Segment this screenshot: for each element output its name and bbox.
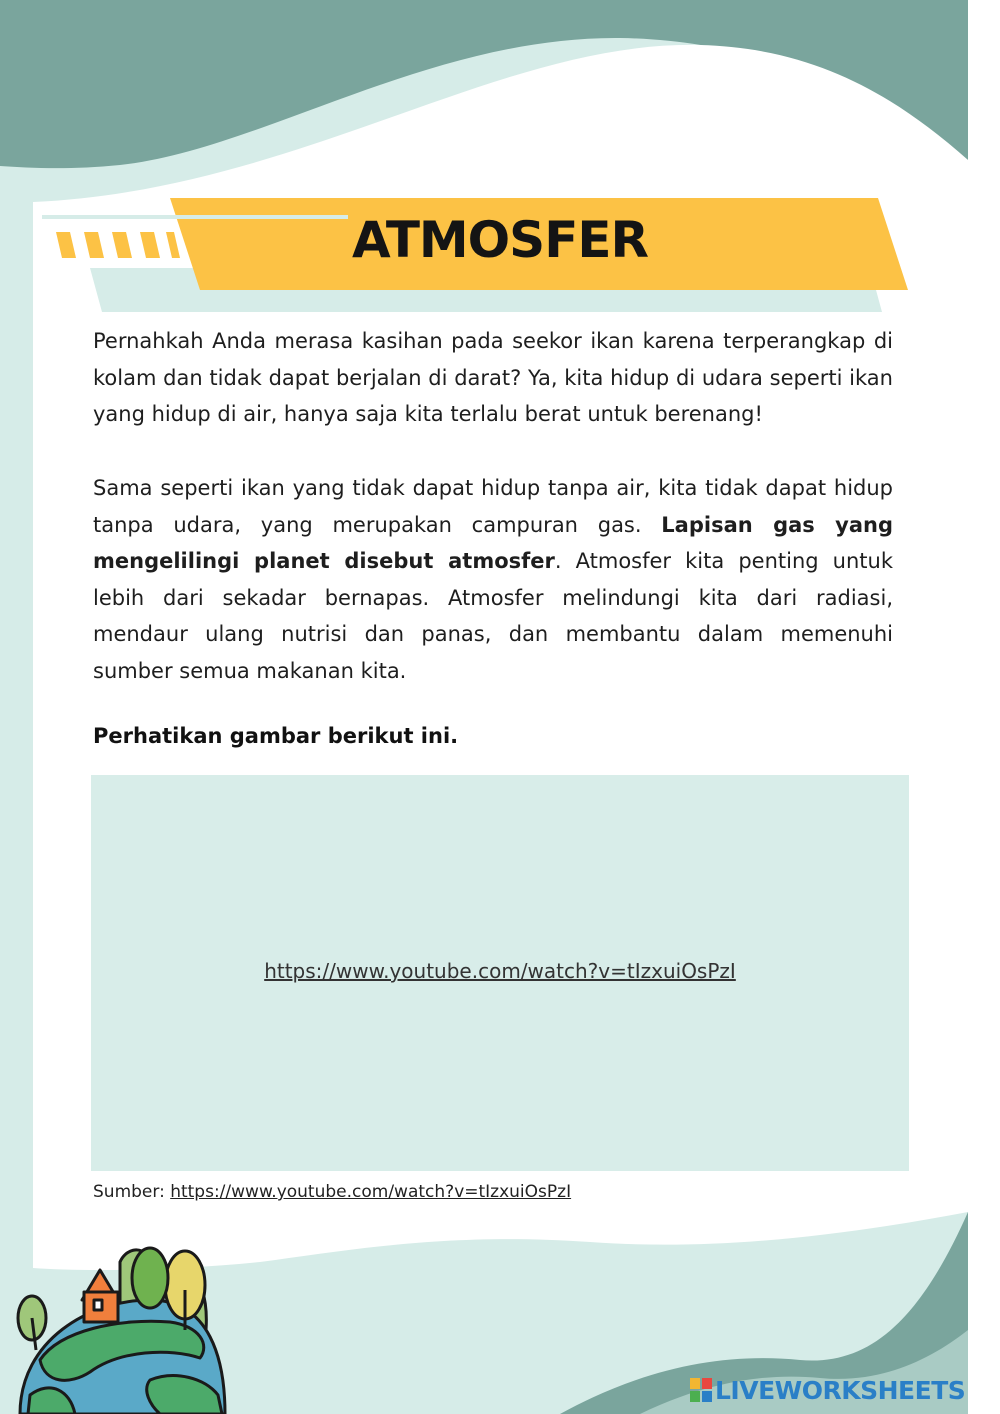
right-strip (968, 0, 1000, 1414)
liveworksheets-logo-icon (690, 1378, 712, 1402)
paragraph-atmosphere-text-2: . Atmosfer kita penting untuk lebih dari sekadar bernapas. Atmosfer melindungi kita dari radiasi, mendaur ulang nutrisi dan panas, dan membantu dalam memenuhi sumber semua makanan kita. (93, 549, 893, 683)
video-link[interactable]: https://www.youtube.com/watch?v=tIzxuiOsPzI (264, 959, 736, 983)
paragraph-atmosphere (93, 470, 893, 689)
page-title: ATMOSFER (352, 211, 649, 269)
paragraph-atmosphere-definition: Lapisan gas yang mengelilingi planet disebut atmosfer (93, 512, 893, 573)
paragraph-atmosphere-text-1: Sama seperti ikan yang tidak dapat hidup tanpa air, kita tidak dapat hidup tanpa udara, yang merupakan campuran gas. (93, 476, 893, 537)
brand-name: LIVEWORKSHEETS (715, 1375, 966, 1405)
video-embed[interactable] (91, 775, 909, 1171)
instruction-text: Perhatikan gambar berikut ini. (93, 724, 459, 748)
source-caption (93, 1178, 571, 1206)
liveworksheets-brand[interactable] (690, 1373, 965, 1407)
source-label: Sumber: (93, 1182, 171, 1202)
paragraph-intro: Pernahkah Anda merasa kasihan pada seekor ikan karena terperangkap di kolam dan tidak dapat berjalan di darat? Ya, kita hidup di udara seperti ikan yang hidup di air, hanya saja kita terlalu berat untuk berenang! (93, 329, 893, 426)
source-link[interactable]: https://www.youtube.com/watch?v=tIzxuiOsPzI (170, 1182, 572, 1202)
